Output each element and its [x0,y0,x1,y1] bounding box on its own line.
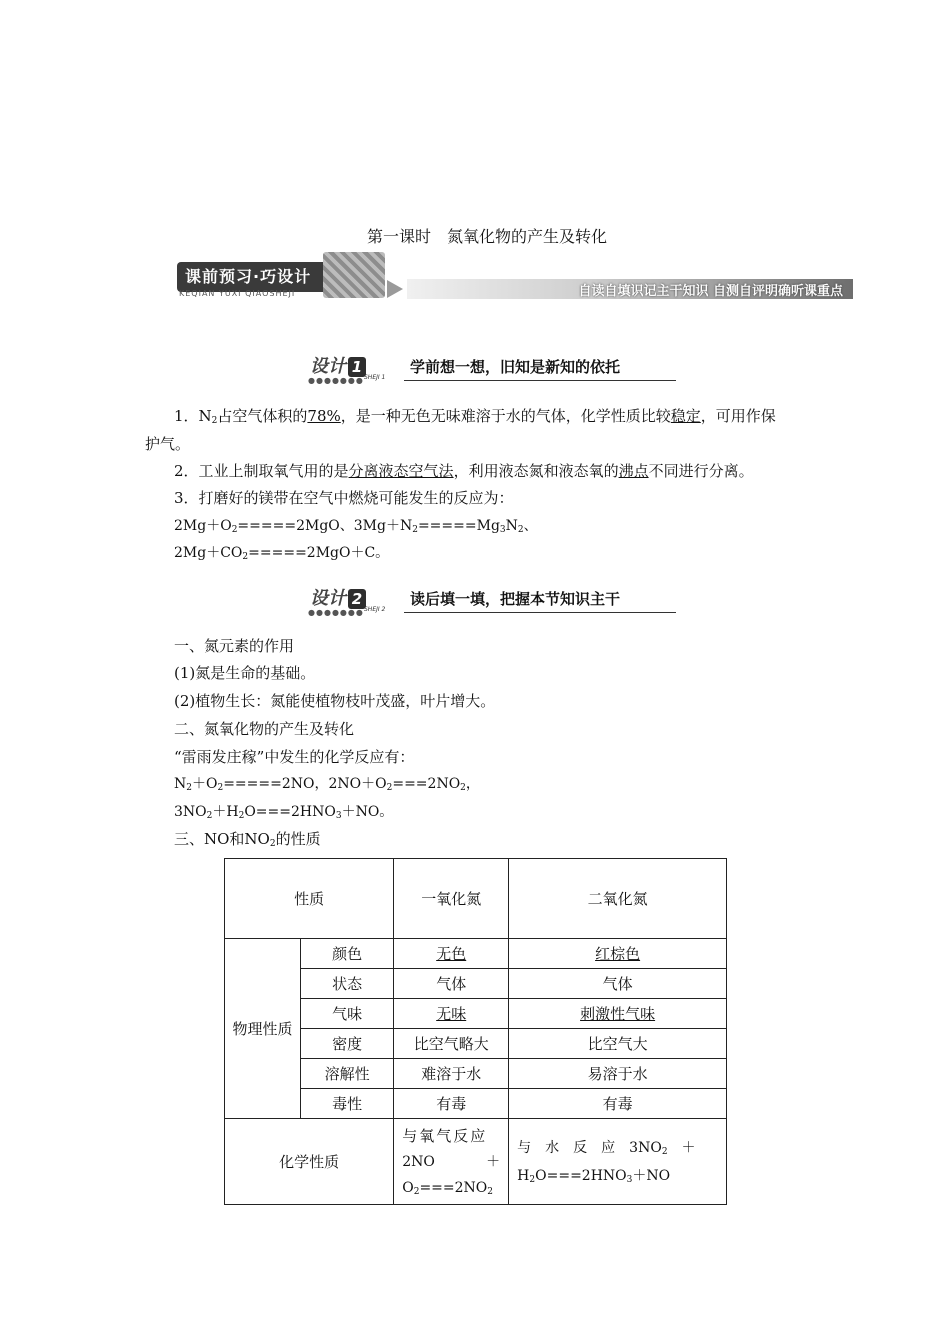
table-cell: 无色 [394,939,509,969]
paragraph-1-cont: 护气。 [145,435,191,453]
heading-2: 二、氮氧化物的产生及转化 [174,720,355,738]
table-row [225,1029,727,1059]
table-row [225,939,727,969]
banner-tagline-bar [407,279,853,299]
banner-logo [177,262,327,292]
answer-blank: 沸点 [618,462,649,480]
table-row [225,999,727,1029]
section-underline [404,612,676,613]
answer-blank: 78% [307,407,341,425]
decorative-dots: ●●●●●●● [308,608,364,617]
heading-3: 三、NO和$NO_2$的性质 [174,830,321,849]
table-cell: 比空气大 [509,1029,727,1059]
section-logo: 设计 2 [310,584,366,610]
table-cell: 难溶于水 [394,1059,509,1089]
table-cell: 比空气略大 [394,1029,509,1059]
section-logo: 设计 1 [310,352,366,378]
section-header-2 [308,584,676,618]
table-cell: 气体 [394,969,509,999]
section-number-badge: 2 [348,589,366,609]
section-heading: 读后填一填，把握本节知识主干 [410,590,621,608]
answer-blank: 分离液态空气法 [348,462,454,480]
table-cell: 溶解性 [300,1059,393,1089]
equation-2: $2Mg+CO_2=====2MgO+C$。 [174,545,390,562]
header-cell: 一氧化氮 [394,859,509,939]
section-logo-subtitle: SHEJI 1 [364,374,386,381]
equation-3: $N_2+O_2=====2NO$，$2NO+O_2===2NO_2$， [174,776,480,793]
section-underline [404,380,676,381]
table-cell: 颜色 [300,939,393,969]
list-item: (1)氮是生命的基础。 [174,664,316,682]
table-row [225,1059,727,1089]
banner-logo-text: 课前预习·巧设计 [185,267,312,286]
equation-4: $3NO_2+H_2O===2HNO_3+NO$。 [174,804,394,821]
table-cell: 与氧气反应 2NO ＋ $O_2===2NO_2$ [394,1119,509,1205]
table-row [225,1089,727,1119]
table-cell: 易溶于水 [509,1059,727,1089]
table-cell: 气味 [300,999,393,1029]
section-heading: 学前想一想，旧知是新知的依托 [410,358,621,376]
physical-properties-label: 物理性质 [225,939,301,1119]
table-cell: 刺激性气味 [509,999,727,1029]
page-title: 第一课时 氮氧化物的产生及转化 [367,227,608,246]
answer-blank: 稳定 [670,407,701,425]
decorative-dots: ●●●●●●● [308,376,364,385]
banner-tagline: 自读自填识记主干知识 自测自评明确听课重点 [578,284,843,299]
paragraph: “雷雨发庄稼”中发生的化学反应有： [174,748,415,766]
table-cell: 密度 [300,1029,393,1059]
table-cell: 状态 [300,969,393,999]
table-cell: 无味 [394,999,509,1029]
table-cell: 红棕色 [509,939,727,969]
equation-1: $2Mg+O_2=====2MgO$、$3Mg+N_2=====Mg_3N_2$、 [174,518,538,535]
table-cell: 毒性 [300,1089,393,1119]
table-header-row [225,859,727,939]
header-cell: 性质 [225,859,394,939]
table-cell: 气体 [509,969,727,999]
banner-photo [323,252,385,298]
table-row-chemical [225,1119,727,1205]
section-number-badge: 1 [348,357,366,377]
section-banner [173,250,853,302]
paragraph-2: 2．工业上制取氧气用的是分离液态空气法，利用液态氮和液态氧的沸点不同进行分离。 [174,462,754,480]
properties-table [224,858,727,1205]
table-cell: 与 水 反 应 $3NO_2$ ＋ $H_2O===2HNO_3+NO$ [509,1119,727,1205]
play-arrow-icon [387,280,403,298]
table-cell: 有毒 [509,1089,727,1119]
list-item: (2)植物生长：氮能使植物枝叶茂盛，叶片增大。 [174,692,496,710]
chemical-properties-label: 化学性质 [225,1119,394,1205]
section-logo-subtitle: SHEJI 2 [364,606,386,613]
paragraph-3: 3．打磨好的镁带在空气中燃烧可能发生的反应为： [174,489,514,507]
table-row [225,969,727,999]
table-cell: 有毒 [394,1089,509,1119]
heading-1: 一、氮元素的作用 [174,637,295,655]
banner-logo-subtitle: KEQIAN YUXI QIAOSHEJI [179,289,296,298]
section-header-1 [308,352,676,386]
paragraph-1: 1．$N_2$占空气体积的78%，是一种无色无味难溶于水的气体，化学性质比较稳定，可用作保 [174,407,776,426]
header-cell: 二氧化氮 [509,859,727,939]
